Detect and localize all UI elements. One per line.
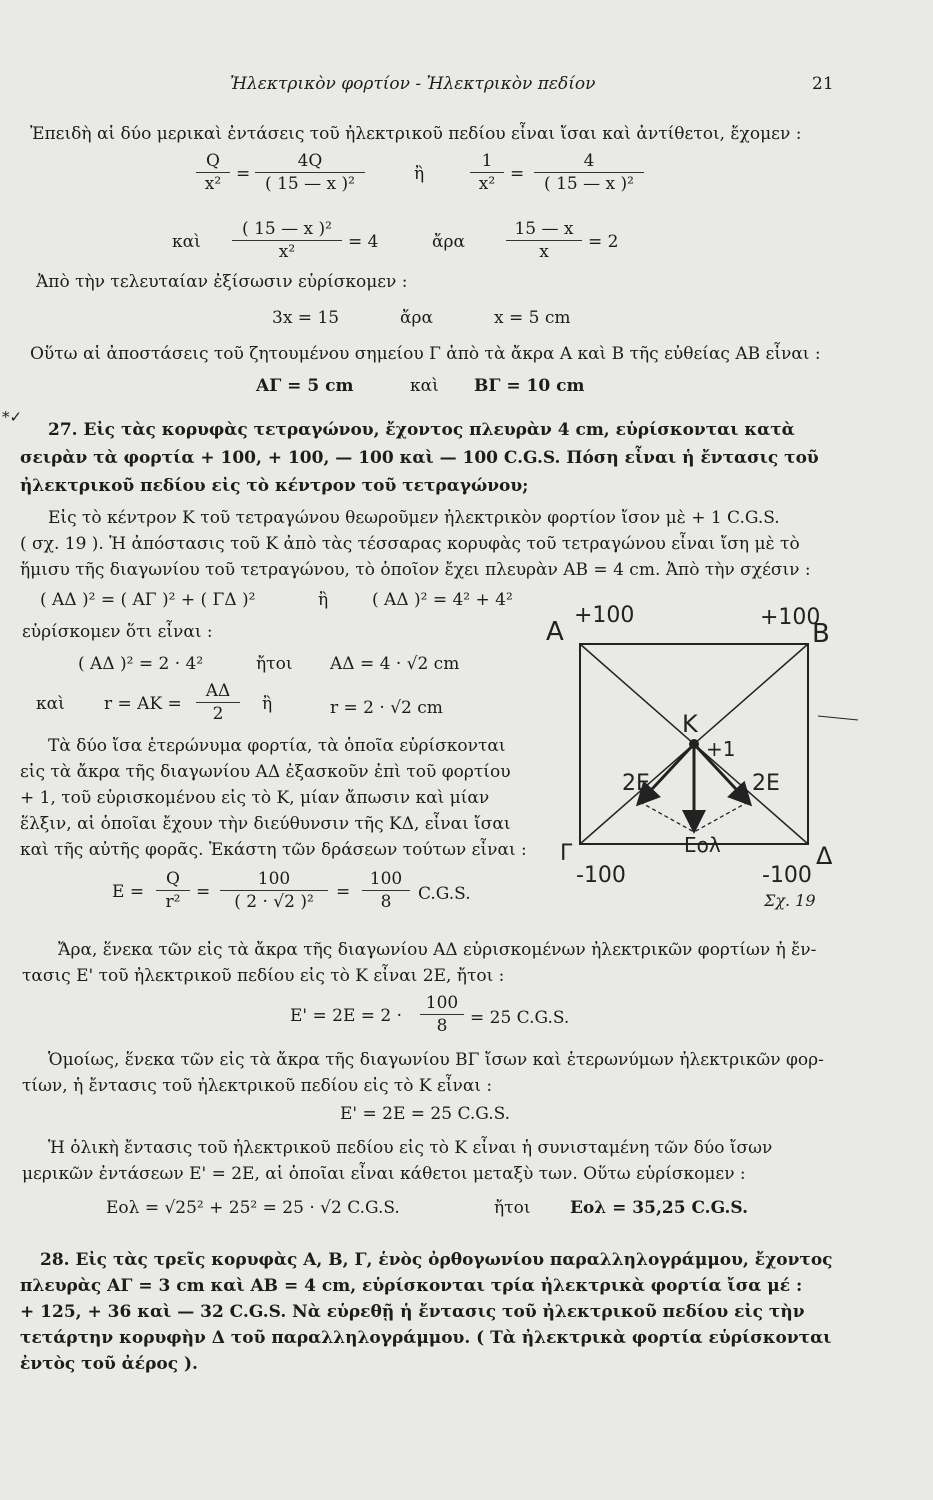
or-word: ἢ [414,164,425,184]
problem-28-line: 28. Εἰς τὰς τρεῖς κορυφὰς Α, Β, Γ, ἑνὸς ὀρθογωνίου παραλληλογράμμου, ἔχοντος [40,1250,833,1270]
equals-sign: = [196,882,211,902]
fraction-4q [255,150,365,195]
fraction-q-over-r2 [156,868,190,913]
or-word: ἢ [262,694,273,714]
charge-b: +100 [760,605,821,630]
fraction-15-minus-x-squared [232,218,342,263]
denominator: ( 15 — x )² [265,174,355,194]
total-field-result: Eολ = 35,25 C.G.S. [570,1198,749,1218]
problem-28-line: τετάρτην κορυφὴν Δ τοῦ παραλληλογράμμου. ( Τὰ ἠλεκτρικὰ φορτία εὑρίσκονται [20,1328,832,1348]
numerator: 100 [362,868,410,891]
equals-sign: = [510,164,525,184]
solution-line: Ἄρα, ἕνεκα τῶν εἰς τὰ ἄκρα τῆς διαγωνίου ΑΔ εὑρισκομένων ἠλεκτρικῶν φορτίων ἡ ἔν- [58,940,817,960]
fraction-ad-over-2 [196,680,240,725]
problem-28-line: + 125, + 36 καὶ — 32 C.G.S. Νὰ εὑρεθῇ ἡ ἔντασις τοῦ ἠλεκτρικοῦ πεδίου εἰς τὴν [20,1302,805,1322]
equation-ad-squared: ( ΑΔ )² = 2 · 4² [78,654,204,674]
denominator: 2 [212,704,224,724]
fraction-15-minus-x [506,218,582,263]
numerator: 1 [470,150,504,173]
solution-line: τίων, ἡ ἔντασις τοῦ ἠλεκτρικοῦ πεδίου εἰς τὸ Κ εἶναι : [22,1076,493,1096]
fraction-100-over-2root2 [220,868,328,913]
solution-line: ( σχ. 19 ). Ἡ ἀπόστασις τοῦ Κ ἀπὸ τὰς τέσσαρας κορυφὰς τοῦ τετραγώνου εἶναι ἴση μὲ τὸ [20,534,800,554]
solution-line: καὶ τῆς αὐτῆς φορᾶς. Ἑκάστη τῶν δράσεων τούτων εἶναι : [20,840,527,860]
denominator: ( 2 · √2 )² [234,892,314,912]
result-bg: ΒΓ = 10 cm [474,376,585,396]
margin-check-mark: *✓ [2,408,23,426]
label-vertex-a: A [546,617,564,647]
denominator: 8 [380,892,392,912]
label-vertex-g: Γ [560,841,573,866]
solution-line: Ἡ ὁλικὴ ἔντασις τοῦ ἠλεκτρικοῦ πεδίου εἰς τὸ Κ εἶναι ἡ συνισταμένη τῶν δύο ἴσων [48,1138,773,1158]
intro-line: Ἐπειδὴ αἱ δύο μερικαὶ ἐντάσεις τοῦ ἠλεκτρικοῦ πεδίου εἶναι ἴσαι καὶ ἀντίθετοι, ἔχομεν : [30,124,802,144]
page-number: 21 [812,74,834,94]
or-word: ἢ [318,590,329,610]
equation-ad-values: ( ΑΔ )² = 4² + 4² [372,590,513,610]
label-e-total: Eολ [684,833,721,857]
figure-19-square-diagram [540,596,870,928]
radius-eq: r = ΑΚ = [104,694,182,714]
denominator: ( 15 — x )² [544,174,634,194]
numerator: 4 [534,150,644,173]
namely-word: ἤτοι [494,1198,531,1218]
fraction-4 [534,150,644,195]
therefore-word: ἄρα [400,308,433,328]
solution-line: εἰς τὰ ἄκρα τῆς διαγωνίου ΑΔ ἐξασκοῦν ἐπὶ τοῦ φορτίου [20,762,511,782]
e-prime-eq: E' = 2E = 2 · [290,1006,403,1026]
total-field-eq: Eολ = √25² + 25² = 25 · √2 C.G.S. [106,1198,400,1218]
and-word: καὶ [410,376,439,396]
problem-27-line: ἠλεκτρικοῦ πεδίου εἰς τὸ κέντρον τοῦ τετραγώνου; [20,476,529,496]
label-center-k: K [682,710,698,738]
solution-line: ἕλξιν, αἱ ὁποῖαι ἔχουν τὴν διεύθυνσιν τῆς ΚΔ, εἶναι ἴσαι [20,814,511,834]
denominator: x [539,242,549,262]
and-word: καὶ [172,232,201,252]
solution-line: μερικῶν ἐντάσεων E' = 2E, αἱ ὁποῖαι εἶναι κάθετοι μεταξὺ των. Οὕτω εὑρίσκομεν : [22,1164,746,1184]
label-2e-right: 2E [752,771,780,796]
e-prime-value: E' = 2E = 25 C.G.S. [340,1104,511,1124]
denominator: 8 [436,1016,448,1036]
tick-mark [818,716,858,720]
solution-line: Τὰ δύο ἴσα ἑτερώνυμα φορτία, τὰ ὁποῖα εὑρίσκονται [48,736,506,756]
numerator: Q [156,868,190,891]
denominator: x² [278,242,296,262]
figure-caption: Σχ. 19 [764,891,816,910]
fraction-q-over-x2 [196,150,230,195]
problem-28-line: πλευρὰς ΑΓ = 3 cm καὶ ΑΒ = 4 cm, εὑρίσκονται τρία ἠλεκτρικὰ φορτία ἴσα μέ : [20,1276,803,1296]
solution-line: Εἰς τὸ κέντρον Κ τοῦ τετραγώνου θεωροῦμεν ἠλεκτρικὸν φορτίον ἴσον μὲ + 1 C.G.S. [48,508,780,528]
namely-word: ἤτοι [256,654,293,674]
charge-center: +1 [706,737,736,761]
fraction-100-over-8 [420,992,464,1037]
problem-28-line: ἐντὸς τοῦ ἀέρος ). [20,1354,198,1374]
numerator: ΑΔ [196,680,240,703]
denominator: x² [478,174,496,194]
denominator: x² [204,174,222,194]
fraction-100-over-8 [362,868,410,913]
dashed-parallelogram-left [640,802,694,832]
solution-line: ἥμισυ τῆς διαγωνίου τοῦ τετραγώνου, τὸ ὁποῖον ἔχει πλευρὰν ΑΒ = 4 cm. Ἀπὸ τὴν σχέσιν : [20,560,811,580]
charge-a: +100 [574,603,635,628]
e-eq: E = [112,882,145,902]
numerator: Q [196,150,230,173]
solution-line: + 1, τοῦ εὑρισκομένου εἰς τὸ Κ, μίαν ἄπωσιν καὶ μίαν [20,788,490,808]
solution-line: τασις E' τοῦ ἠλεκτρικοῦ πεδίου εἰς τὸ Κ εἶναι 2E, ἤτοι : [22,966,505,986]
dashed-parallelogram-right [694,802,748,832]
radius-result: r = 2 · √2 cm [330,698,443,718]
result-ag: ΑΓ = 5 cm [256,376,354,396]
intro-line: Ἀπὸ τὴν τελευταίαν ἐξίσωσιν εὑρίσκομεν : [36,272,408,292]
numerator: 15 — x [506,218,582,241]
numerator: 4Q [255,150,365,173]
equation-3x: 3x = 15 [272,308,340,328]
result-x: x = 5 cm [494,308,571,328]
and-word: καὶ [36,694,65,714]
charge-d: -100 [762,863,812,888]
denominator: r² [165,892,181,912]
equals-two: = 2 [588,232,619,252]
unit-cgs: C.G.S. [418,884,471,904]
equals-sign: = [336,882,351,902]
charge-g: -100 [576,863,626,888]
solution-line: εὑρίσκομεν ὅτι εἶναι : [22,622,213,642]
center-point-k [689,739,699,749]
numerator: 100 [420,992,464,1015]
running-header: Ἠλεκτρικὸν φορτίον - Ἠλεκτρικὸν πεδίον [230,74,596,94]
problem-27-line: σειρὰν τὰ φορτία + 100, + 100, — 100 καὶ — 100 C.G.S. Πόση εἶναι ἡ ἔντασις τοῦ [20,448,819,468]
equals-sign: = [236,164,251,184]
label-2e-left: 2E [622,771,650,796]
equation-ad-result: ΑΔ = 4 · √2 cm [330,654,460,674]
solution-line: Ὁμοίως, ἕνεκα τῶν εἰς τὰ ἄκρα τῆς διαγωνίου ΒΓ ἴσων καὶ ἑτερωνύμων ἠλεκτρικῶν φορ- [48,1050,824,1070]
equals-four: = 4 [348,232,379,252]
therefore-word: ἄρα [432,232,465,252]
label-vertex-b: B [812,619,830,649]
numerator: ( 15 — x )² [232,218,342,241]
numerator: 100 [220,868,328,891]
intro-line: Οὕτω αἱ ἀποστάσεις τοῦ ζητουμένου σημείου Γ ἀπὸ τὰ ἄκρα Α καὶ Β τῆς εὐθείας ΑΒ εἶναι : [30,344,821,364]
label-vertex-d: Δ [816,842,833,870]
equation-ad: ( ΑΔ )² = ( ΑΓ )² + ( ΓΔ )² [40,590,256,610]
fraction-1-over-x2 [470,150,504,195]
problem-27-line: 27. Εἰς τὰς κορυφὰς τετραγώνου, ἔχοντος πλευρὰν 4 cm, εὑρίσκονται κατὰ [48,420,795,440]
e-prime-result: = 25 C.G.S. [470,1008,570,1028]
